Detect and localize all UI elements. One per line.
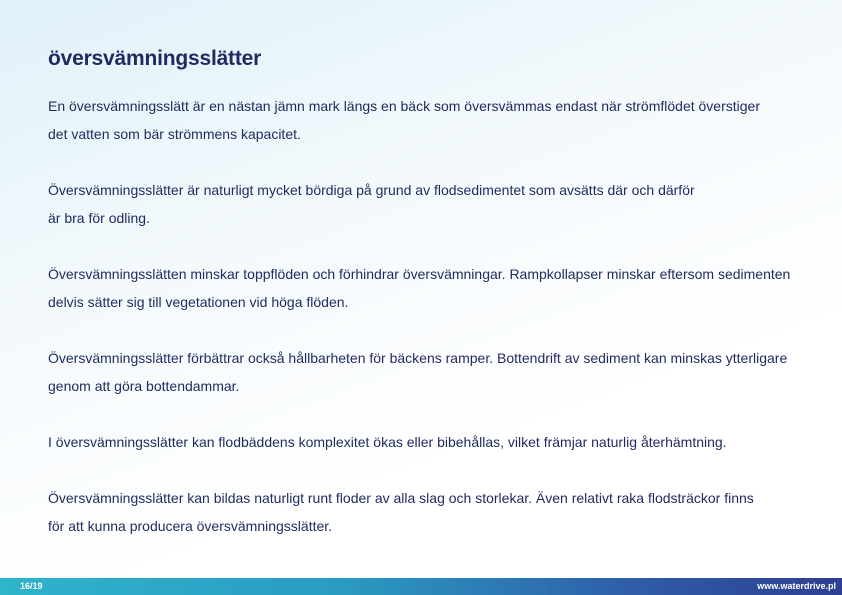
paragraph-line: I översvämningsslätter kan flodbäddens komplexitet ökas eller bibehållas, vilket främjar naturlig återhämtning.	[48, 434, 727, 450]
paragraph-line: för att kunna producera översvämningsslätter.	[48, 518, 333, 534]
paragraph-line: Översvämningsslätten minskar toppflöden och förhindrar översvämningar. Rampkollapser minskar eftersom sedimenten	[48, 266, 791, 282]
paragraph	[48, 260, 808, 316]
paragraph-line: är bra för odling.	[48, 210, 150, 226]
website-link[interactable]: www.waterdrive.pl	[757, 581, 836, 591]
paragraph-line: Översvämningsslätter förbättrar också hållbarheten för bäckens ramper. Bottendrift av sediment kan minskas ytterligare	[48, 350, 788, 366]
paragraph-line: Översvämningsslätter kan bildas naturligt runt floder av alla slag och storlekar. Även relativt raka flodsträckor finns	[48, 490, 754, 506]
main-content	[48, 44, 808, 568]
paragraph-list	[48, 92, 808, 540]
paragraph-line: Översvämningsslätter är naturligt mycket bördiga på grund av flodsedimentet som avsätts där och därför	[48, 182, 695, 198]
page-number: 16/19	[20, 581, 43, 591]
footer-bar	[0, 578, 842, 595]
paragraph-line: En översvämningsslätt är en nästan jämn mark längs en bäck som översvämmas endast när strömflödet överstiger	[48, 98, 760, 114]
paragraph	[48, 344, 808, 400]
paragraph	[48, 484, 808, 540]
paragraph	[48, 176, 808, 232]
page-title: översvämningsslätter	[48, 47, 262, 70]
paragraph-line: det vatten som bär strömmens kapacitet.	[48, 126, 301, 142]
paragraph-line: delvis sätter sig till vegetationen vid höga flöden.	[48, 294, 349, 310]
paragraph	[48, 92, 808, 148]
paragraph-line: genom att göra bottendammar.	[48, 378, 240, 394]
paragraph	[48, 428, 808, 456]
